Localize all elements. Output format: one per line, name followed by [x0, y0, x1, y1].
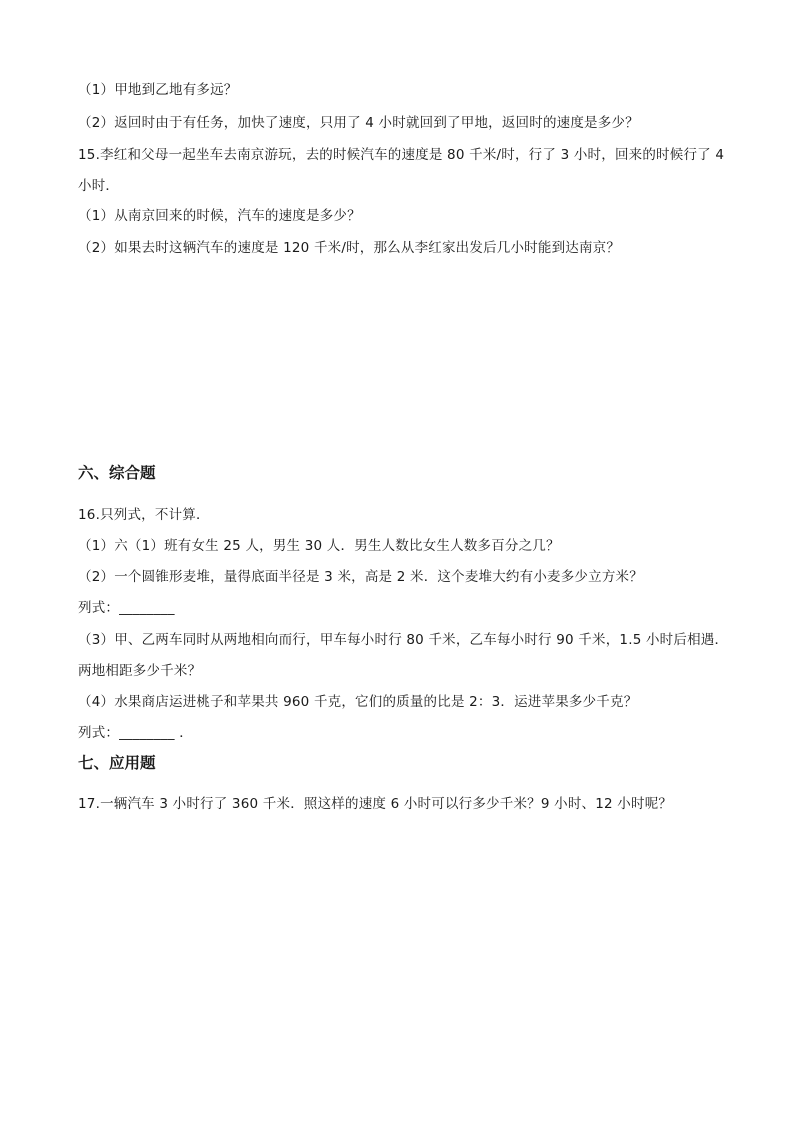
q16-formula1: 列式：________ — [78, 600, 175, 616]
section-6-title: 六、综合题 — [78, 464, 156, 482]
q16-sub2: （2）一个圆锥形麦堆，量得底面半径是 3 米，高是 2 米．这个麦堆大约有小麦多少立方米？ — [78, 569, 643, 585]
q15-sub2: （2）如果去时这辆汽车的速度是 120 千米/时，那么从李红家出发后几小时能到达南京？ — [78, 240, 621, 256]
q16-sub1: （1）六（1）班有女生 25 人，男生 30 人．男生人数比女生人数多百分之几？ — [78, 538, 560, 554]
q17-stem: 17.一辆汽车 3 小时行了 360 千米．照这样的速度 6 小时可以行多少千米？9 小时、12 小时呢？ — [78, 796, 673, 812]
q14-sub2: （2）返回时由于有任务，加快了速度，只用了 4 小时就回到了甲地，返回时的速度是多少？ — [78, 115, 639, 131]
q16-stem: 16.只列式，不计算． — [78, 507, 210, 523]
q14-sub1: （1）甲地到乙地有多远？ — [78, 82, 238, 98]
q15-stem-line1: 15.李红和父母一起坐车去南京游玩，去的时候汽车的速度是 80 千米/时，行了 3 小时，回来的时候行了 4 — [78, 147, 725, 163]
q15-stem-line2: 小时． — [78, 178, 120, 194]
section-7-title: 七、应用题 — [78, 754, 156, 772]
q16-sub4: （4）水果商店运进桃子和苹果共 960 千克，它们的质量的比是 2：3．运进苹果多少千克？ — [78, 694, 638, 710]
q16-sub3-line1: （3）甲、乙两车同时从两地相向而行，甲车每小时行 80 千米，乙车每小时行 90 千米，1.5 小时后相遇． — [78, 632, 729, 648]
q15-sub1: （1）从南京回来的时候，汽车的速度是多少？ — [78, 208, 361, 224]
q16-formula2: 列式：________ ． — [78, 725, 193, 741]
q16-sub3-line2: 两地相距多少千米？ — [78, 663, 202, 679]
